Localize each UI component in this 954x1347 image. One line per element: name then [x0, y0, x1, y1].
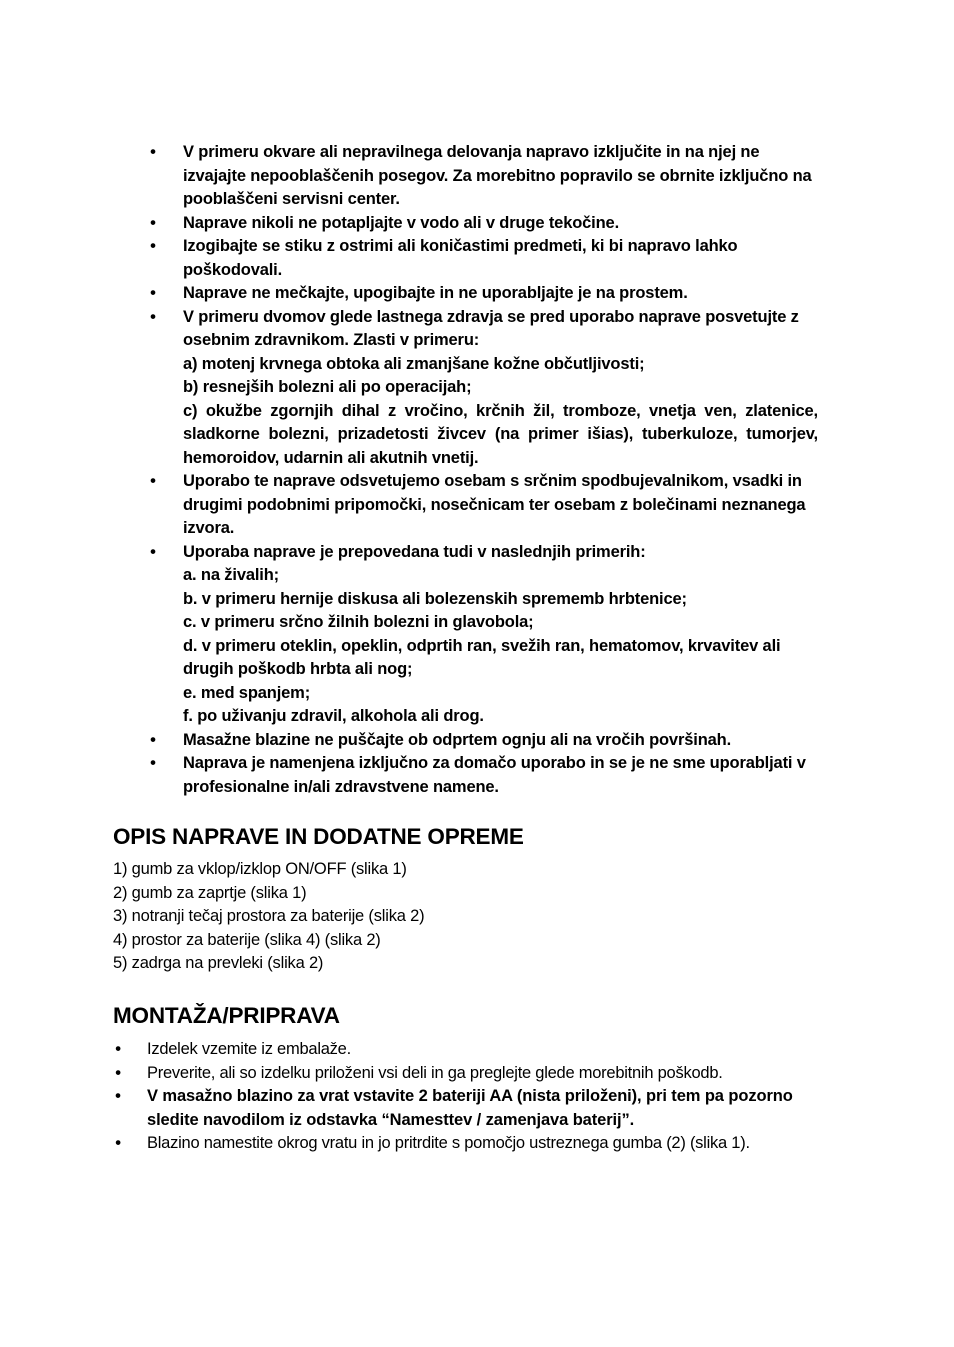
list-item [138, 752, 818, 799]
condition-item: c. v primeru srčno žilnih bolezni in glavobola; [183, 613, 534, 631]
bullet-icon: • [115, 1040, 121, 1058]
list-item [138, 729, 818, 753]
bullet-icon: • [150, 754, 156, 772]
warning-text: Naprave nikoli ne potapljajte v vodo ali v druge tekočine. [183, 213, 620, 232]
bullet-icon: • [115, 1063, 121, 1082]
list-item [138, 235, 818, 282]
step-text: Preverite, ali so izdelku priloženi vsi deli in ga preglejte glede morebitnih poškodb. [147, 1063, 723, 1082]
parts-list [113, 858, 424, 976]
list-item [138, 541, 818, 729]
warning-text: Izogibajte se stiku z ostrimi ali koničastimi predmeti, ki bi napravo lahko poškodovali. [183, 237, 738, 279]
condition-item: d. v primeru oteklin, opeklin, odprtih ran, svežih ran, hematomov, krvavitev ali drugih poškodb hrbta ali nog; [183, 636, 781, 678]
list-item [138, 470, 818, 541]
bullet-icon: • [150, 213, 156, 232]
bullet-icon: • [150, 542, 156, 561]
bullet-icon: • [150, 730, 156, 749]
section-heading-montaza: MONTAŽA/PRIPRAVA [113, 1003, 340, 1028]
step-text: Izdelek vzemite iz embalaže. [147, 1040, 351, 1058]
condition-item: a) motenj krvnega obtoka ali zmanjšane kožne občutljivosti; [183, 354, 645, 373]
list-item [138, 141, 818, 212]
warning-text: Masažne blazine ne puščajte ob odprtem ognju ali na vročih površinah. [183, 730, 732, 749]
list-item: 3) notranji tečaj prostora za baterije (slika 2) [113, 907, 425, 925]
bullet-icon: • [115, 1134, 121, 1152]
bullet-icon: • [150, 307, 156, 326]
step-text: Blazino namestite okrog vratu in jo pritrdite s pomočjo ustreznega gumba (2) (slika 1). [147, 1134, 750, 1152]
condition-item: e. med spanjem; [183, 683, 311, 702]
list-item [113, 1062, 833, 1086]
bullet-icon: • [150, 284, 156, 302]
warning-text: Naprava je namenjena izključno za domačo uporabo in se je ne sme uporabljati v profesionalne in/ali zdravstvene namene. [183, 754, 806, 796]
list-item [113, 1085, 833, 1132]
section-heading-opis: OPIS NAPRAVE IN DODATNE OPREME [113, 824, 524, 849]
list-item [113, 1038, 833, 1062]
list-item: 1) gumb za vklop/izklop ON/OFF (slika 1) [113, 860, 407, 878]
list-item [138, 212, 818, 236]
list-item: 5) zadrga na prevleki (slika 2) [113, 954, 324, 972]
assembly-steps-list [113, 1038, 833, 1156]
bullet-icon: • [150, 472, 156, 490]
condition-item: b. v primeru hernije diskusa ali bolezenskih sprememb hrbtenice; [183, 589, 687, 608]
condition-item: b) resnejših bolezni ali po operacijah; [183, 378, 472, 396]
condition-item: f. po uživanju zdravil, alkohola ali drog. [183, 707, 484, 725]
warning-text: Naprave ne mečkajte, upogibajte in ne uporabljajte je na prostem. [183, 284, 688, 302]
condition-item: c) okužbe zgornjih dihal z vročino, krčnih žil, tromboze, vnetja ven, zlatenice, sladkorne bolezni, prizadetosti živcev (na primer išias), tuberkuloze, tumorjev, hemoroidov, udarnin ali akutnih vnetij. [183, 401, 818, 467]
warning-text: Uporaba naprave je prepovedana tudi v naslednjih primerih: [183, 542, 646, 561]
list-item: 4) prostor za baterije (slika 4) (slika 2) [113, 930, 381, 949]
condition-item: a. na živalih; [183, 566, 280, 584]
warning-text: Uporabo te naprave odsvetujemo osebam s srčnim spodbujevalnikom, vsadki in drugimi podobnimi pripomočki, nosečnicam ter osebam z bolečinami neznanega izvora. [183, 472, 806, 537]
bullet-icon: • [150, 143, 156, 161]
bullet-icon: • [115, 1087, 121, 1105]
list-item: 2) gumb za zaprtje (slika 1) [113, 883, 307, 902]
list-item [138, 282, 818, 306]
warning-text: V primeru dvomov glede lastnega zdravja se pred uporabo naprave posvetujte z osebnim zdravnikom. Zlasti v primeru: [183, 307, 799, 349]
list-item [113, 1132, 833, 1156]
step-text: V masažno blazino za vrat vstavite 2 bateriji AA (nista priloženi), pri tem pa pozorno sledite navodilom iz odstavka “Namesttev / zamenjava baterij”. [147, 1087, 793, 1129]
bullet-icon: • [150, 237, 156, 255]
warning-text: V primeru okvare ali nepravilnega delovanja napravo izključite in na njej ne izvajajte nepooblaščenih posegov. Za morebitno popravilo se obrnite izključno na pooblaščeni servisni center. [183, 143, 812, 208]
list-item [138, 306, 818, 471]
safety-warnings-list [138, 141, 818, 799]
